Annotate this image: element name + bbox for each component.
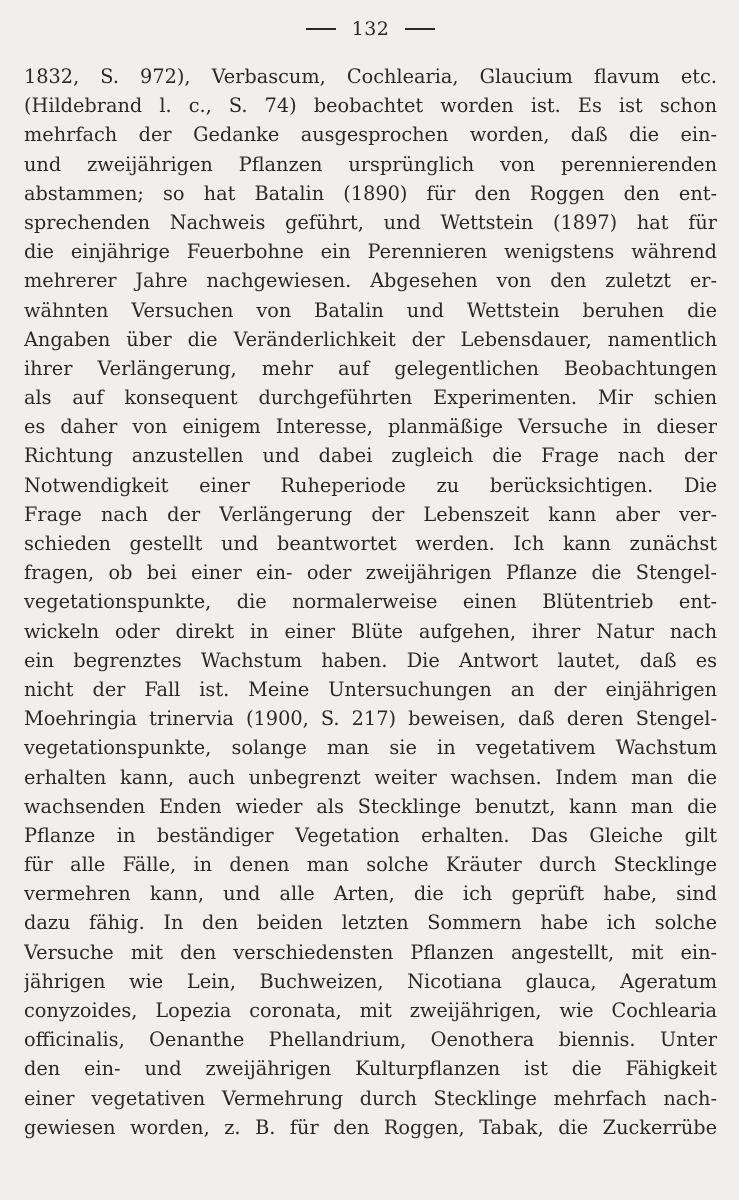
text-line: conyzoides, Lopezia coronata, mit zweijährigen, wie Cochlearia [24,999,717,1022]
text-line: den ein- und zweijährigen Kulturpflanzen ist die Fähigkeit [24,1057,717,1081]
text-line: Frage nach der Verlängerung der Lebenszeit kann aber ver- [24,502,717,526]
text-line: Pflanze in beständiger Vegetation erhalten. Das Gleiche gilt [24,823,717,847]
text-line: es daher von einigem Interesse, planmäßige Versuche in dieser [24,415,717,439]
text-line: abstammen; so hat Batalin (1890) für den Roggen den ent- [24,181,717,205]
text-line: vegetationspunkte, die normalerweise einen Blütentrieb ent- [24,590,717,614]
text-line: ein begrenztes Wachstum haben. Die Antwort lautet, daß es [24,648,717,672]
text-line: als auf konsequent durchgeführten Experimenten. Mir schien [24,386,717,410]
text-line: Notwendigkeit einer Ruheperiode zu berücksichtigen. Die [24,473,717,497]
text-line: schieden gestellt und beantwortet werden. Ich kann zunächst [24,532,717,555]
text-line: jährigen wie Lein, Buchweizen, Nicotiana glauca, Ageratum [24,969,717,993]
text-line: Angaben über die Veränderlichkeit der Lebensdauer, namentlich [24,327,717,351]
text-line: vermehren kann, und alle Arten, die ich geprüft habe, sind [24,882,717,906]
page-number: 132 [351,18,390,40]
text-line: officinalis, Oenanthe Phellandrium, Oenothera biennis. Unter [24,1028,717,1052]
text-line: für alle Fälle, in denen man solche Kräuter durch Stecklinge [24,853,717,877]
text-line: Richtung anzustellen und dabei zugleich die Frage nach der [24,444,717,468]
text-line: mehrfach der Gedanke ausgesprochen worden, daß die ein- [24,123,717,147]
text-line: Versuche mit den verschiedensten Pflanzen angestellt, mit ein- [24,940,717,964]
text-line: gewiesen worden, z. B. für den Roggen, Tabak, die Zuckerrübe [24,1115,717,1139]
text-line: 1832, S. 972), Verbascum, Cochlearia, Glaucium flavum etc. [24,65,717,88]
text-line: nicht der Fall ist. Meine Untersuchungen an der einjährigen [24,677,717,701]
text-line: sprechenden Nachweis geführt, und Wettstein (1897) hat für [24,210,717,234]
text-line: wähnten Versuchen von Batalin und Wettstein beruhen die [24,298,717,322]
text-line: Moehringia trinervia (1900, S. 217) beweisen, daß deren Stengel- [24,707,717,731]
text-line: (Hildebrand l. c., S. 74) beobachtet worden ist. Es ist schon [24,94,717,118]
text-line: vegetationspunkte, solange man sie in vegetativem Wachstum [24,736,717,760]
header-dash-left [306,28,336,30]
text-line: wickeln oder direkt in einer Blüte aufgehen, ihrer Natur nach [24,619,717,643]
text-line: mehrerer Jahre nachgewiesen. Abgesehen von den zuletzt er- [24,269,717,293]
text-line: ihrer Verlängerung, mehr auf gelegentlichen Beobachtungen [24,356,717,380]
body-text [24,62,717,1142]
text-line: dazu fähig. In den beiden letzten Sommern habe ich solche [24,911,717,935]
page-header [24,14,717,44]
text-line: erhalten kann, auch unbegrenzt weiter wachsen. Indem man die [24,765,717,789]
text-line: fragen, ob bei einer ein- oder zweijährigen Pflanze die Stengel- [24,561,717,585]
text-line: und zweijährigen Pflanzen ursprünglich von perennierenden [24,152,717,176]
text-line: die einjährige Feuerbohne ein Perennieren wenigstens während [24,240,717,264]
text-line: einer vegetativen Vermehrung durch Stecklinge mehrfach nach- [24,1086,717,1110]
header-dash-right [405,28,435,30]
text-line: wachsenden Enden wieder als Stecklinge benutzt, kann man die [24,794,717,818]
